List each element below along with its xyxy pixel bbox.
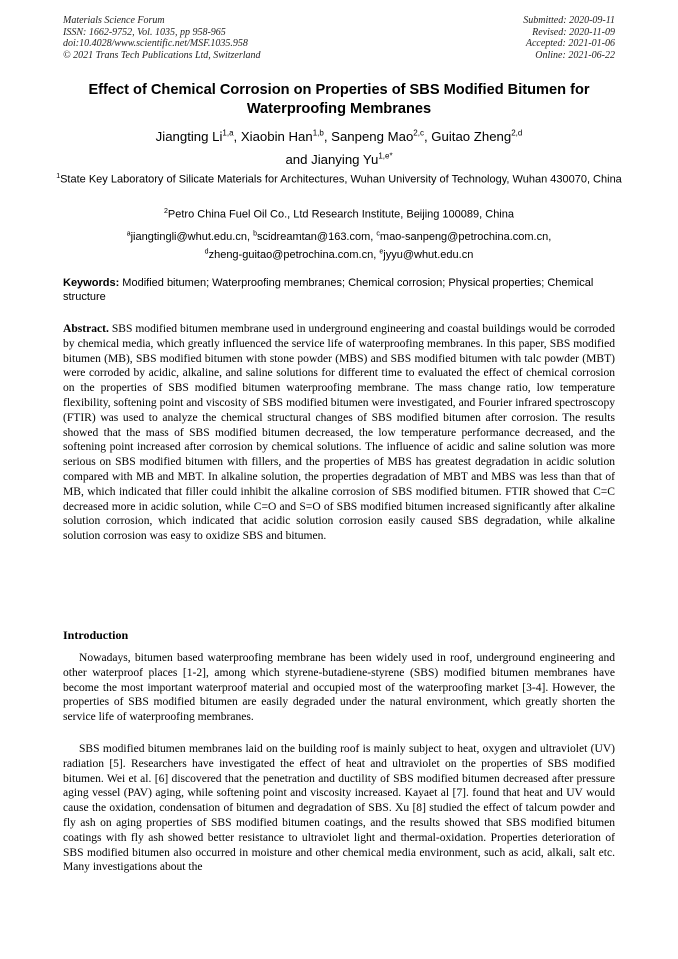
intro-paragraph-2: SBS modified bitumen membranes laid on the building roof is mainly subject to heat, oxygen and ultraviolet (UV) radiation [5]. Researchers have investigated the effect of heat and ultraviolet on the properties of SBS modified bitumen. Wei et al. [6] discovered that the penetration and ductility of SBS modified bitumen decreased after pressure aging vessel (PAV) aging, while softening point and viscosity increased. Kayaet al [7]. found that heat and UV would cause the oxidation, condensation of bitumen and degradation of SBS. Xu [8] studied the effect of talcum powder and fly ash on aging properties of SBS modified bitumen coatings, and the results showed that SBS modified bitumen coatings with fly ash showed better resistance to ultraviolet light and thermal-oxidation. Properties deterioration of SBS modified bitumen also occurred in moisture and other chemical media environment, such as acid, alkali, salt etc. Many investigations about the: [63, 743, 615, 874]
dates-header: [523, 15, 615, 61]
author: and Jianying $Yu^{1,e*}$: [285, 151, 393, 167]
section-heading-introduction: Introduction: [63, 628, 129, 642]
abstract-label: Abstract.: [63, 323, 109, 335]
intro-paragraph-1: Nowadays, bitumen based waterproofing membrane has been widely used in roof, underground engineering and other waterproof places [1-2], among which styrene-butadiene-styrene (SBS) modified bitumen membranes have become the most important waterproof material and occupied most of the waterproofing market [3-4]. However, the properties of SBS modified bitumen are easily degraded under the natural environment, which greatly shorten the service life of waterproofing membranes.: [63, 652, 615, 724]
affiliation-2: $^2$Petro China Fuel Oil Co., Ltd Research Institute, Beijing 100089, China: [164, 208, 514, 221]
email: $^c$mao-sanpeng@petrochina.com.cn,: [376, 230, 552, 243]
author: Xiaobin Han$^{1,b}$,: [240, 129, 332, 145]
author: Sanpeng Mao$^{2,c}$,: [331, 129, 432, 145]
keywords-label: Keywords:: [63, 277, 120, 289]
author-list: [50, 124, 628, 169]
author: Guitao Zheng$^{2,d}$: [431, 129, 523, 145]
abstract-text: SBS modified bitumen membrane used in underground engineering and coastal buildings would be corroded by chemical media, which greatly influenced the service life of waterproofing membranes. In this paper, SBS modified bitumen (MB), SBS modified bitumen with stone powder (MBS) and SBS modified bitumen with talc powder (MBT) were corroded by acidic, alkaline, and saline solutions for different time to evaluated the effect of chemical corrosion on the properties of SBS modified bitumen waterproofing membrane. The mass change ratio, low temperature flexibility, softening point and viscosity of SBS modified bitumen were investigated, and Fourier infrared spectroscopy (FTIR) was used to analyze the chemical structural changes of SBS modified bitumen after corrosion. The results showed that the mass of SBS modified bitumen decreased, the low temperature performance decreased, and the softening point increased after corrosion by chemical solutions. The influence of acidic and saline solution was more serious on SBS modified bitumen with fillers, and the properties of MBS has greatest degradation in acidic solution compared with MB and MBT. In alkaline solution, the properties degradation of MBT and MBS was less than that of MB, which indicated that filler could inhibit the alkaline corrosion of SBS modified bitumen. FTIR showed that C=C decreased more in acidic solution, while C=O and S=O of SBS modified bitumen increased significantly after alkaline solution corrosion, which indicated that acidic solution corrosion easily caused SBS degradation, while alkaline solution corrosion was easy to oxidize SBS and bitumen.: [63, 323, 615, 543]
keywords-text: Modified bitumen; Waterproofing membranes; Chemical corrosion; Physical properties; Chemical structure: [63, 277, 594, 303]
author: Jiangting Li$^{1,a}$,: [155, 129, 241, 145]
journal-issn: ISSN: 1662-9752, Vol. 1035, pp 958-965: [63, 26, 226, 38]
journal-header: [63, 15, 261, 61]
online-date: Online: 2021-06-22: [535, 49, 615, 61]
accepted-date: Accepted: 2021-01-06: [525, 38, 615, 50]
keywords: [63, 276, 616, 304]
email: $^e$jyyu@whut.edu.cn: [379, 248, 474, 262]
abstract: [63, 322, 615, 544]
email: $^d$zheng-guitao@petrochina.com.cn,: [204, 248, 380, 262]
email: $^b$scidreamtan@163.com,: [253, 230, 377, 243]
paper-title: Effect of Chemical Corrosion on Properties of SBS Modified Bitumen for Waterproofing Membranes: [88, 82, 590, 117]
journal-copyright: © 2021 Trans Tech Publications Ltd, Switzerland: [63, 49, 261, 61]
affiliation-1: $^1$State Key Laboratory of Silicate Materials for Architectures, Wuhan University of Technology, Wuhan 430070, China: [56, 173, 622, 186]
journal-doi: doi:10.4028/www.scientific.net/MSF.1035.958: [63, 38, 248, 50]
journal-name: Materials Science Forum: [63, 15, 165, 26]
submitted-date: Submitted: 2020-09-11: [523, 15, 615, 26]
revised-date: Revised: 2020-11-09: [532, 26, 615, 38]
email: $^a$jiangtingli@whut.edu.cn,: [126, 230, 254, 243]
author-emails: [59, 226, 619, 263]
